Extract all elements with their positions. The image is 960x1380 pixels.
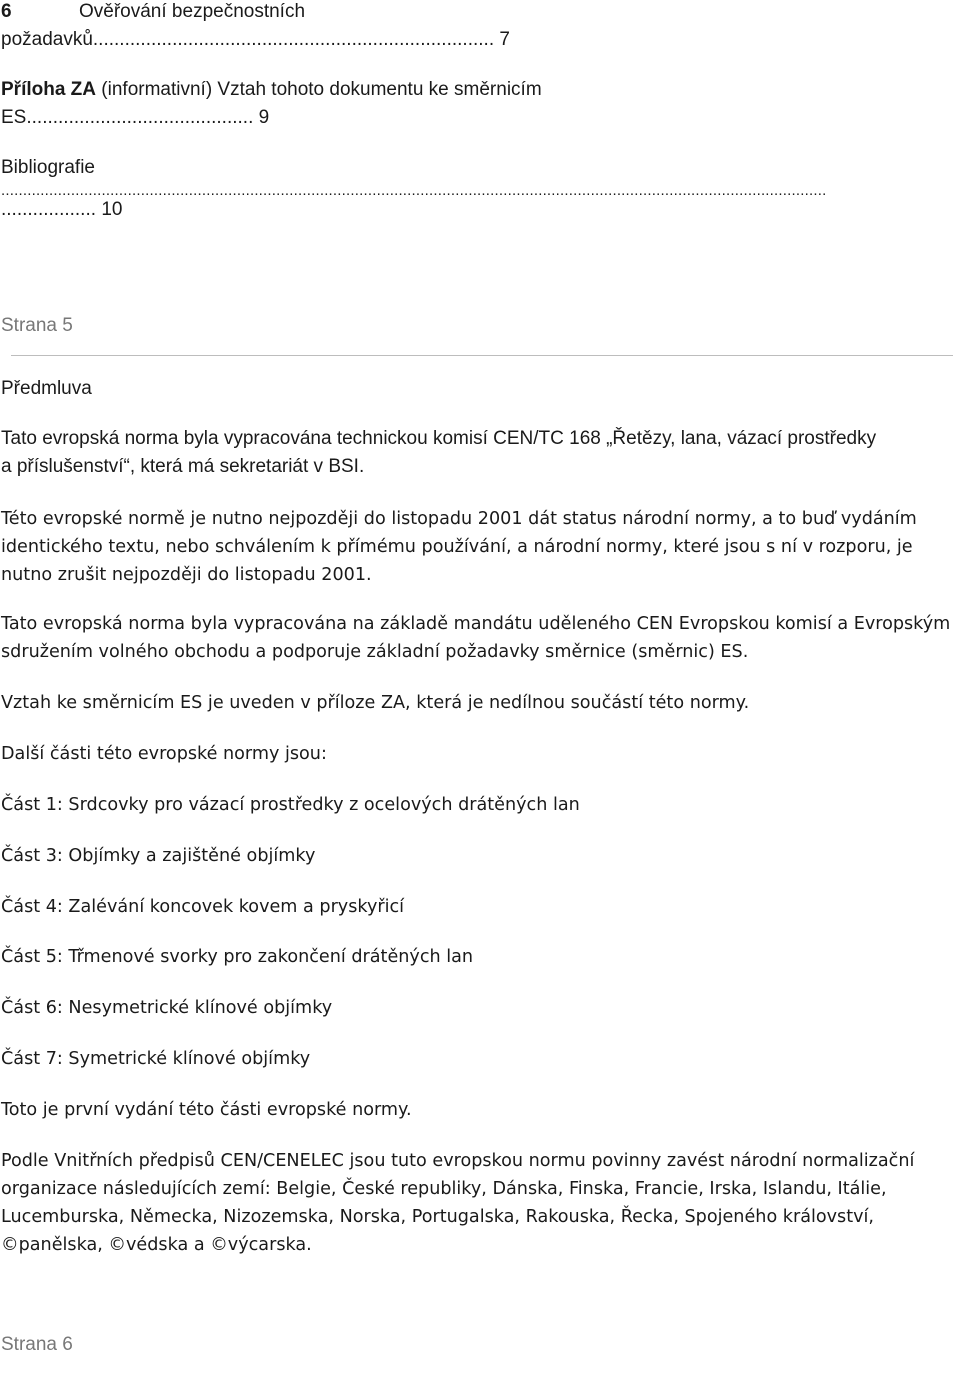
toc-title-continued: požadavků [1, 29, 93, 50]
toc-leader-dots: ........................................... [26, 107, 254, 128]
toc-title: Ověřování bezpečnostních [79, 1, 306, 22]
foreword-paragraph-2: Této evropské normě je nutno nejpozději do listopadu 2001 dát status národní normy, a to buď vydáním identického textu, nebo schválením k přímému používání, a národní normy, které jsou s ní v rozporu, je nutno zrušit nejpozději do listopadu 2001. [1, 509, 917, 585]
foreword-paragraph-5: Další části této evropské normy jsou: [1, 744, 327, 764]
toc-title: Bibliografie [1, 157, 95, 178]
page-label-5: Strana 5 [1, 315, 73, 336]
foreword-paragraph-6: Toto je první vydání této části evropské normy. [1, 1100, 412, 1120]
toc-leader-dots: .................. [1, 199, 97, 220]
foreword-heading: Předmluva [1, 378, 92, 399]
toc-number: 6 [1, 1, 12, 22]
part-item: Část 7: Symetrické klínové objímky [1, 1049, 311, 1069]
foreword-paragraph-3: Tato evropská norma byla vypracována na základě mandátu uděleného CEN Evropskou komisí a Evropským sdružením volného obchodu a podporuje základní požadavky směrnice (směrnic) ES. [1, 614, 951, 662]
toc-entry-bibliography[interactable] [1, 154, 958, 224]
part-item: Část 4: Zalévání koncovek kovem a pryskyřicí [1, 897, 405, 917]
toc-page-number: 10 [101, 199, 123, 220]
toc-leader-dots: ............................................................................ [92, 29, 495, 50]
toc-page-number: 7 [499, 29, 510, 50]
page-divider [11, 355, 953, 356]
toc-annex-title: (informativní) Vztah tohoto dokumentu ke směrnicím [101, 79, 542, 100]
toc-page-number: 9 [258, 107, 270, 128]
foreword-paragraph-1: Tato evropská norma byla vypracována technickou komisí CEN/TC 168 „Řetězy, lana, vázací prostředky a příslušenství“, která má sekretariát v BSI. [1, 428, 877, 477]
toc-annex-label: Příloha ZA [1, 79, 97, 100]
part-item: Část 1: Srdcovky pro vázací prostředky z ocelových drátěných lan [1, 795, 580, 815]
foreword-paragraph-4: Vztah ke směrnicím ES je uveden v příloze ZA, která je nedílnou součástí této normy. [1, 693, 750, 713]
toc-leader-dots: ............................................................................................................................................................................................. [1, 182, 827, 199]
part-item: Část 5: Třmenové svorky pro zakončení drátěných lan [1, 947, 474, 967]
toc-title-continued: ES [1, 107, 27, 128]
part-item: Část 3: Objímky a zajištěné objímky [1, 846, 316, 866]
toc-entry-6[interactable] [1, 0, 958, 54]
foreword-paragraph-7: Podle Vnitřních předpisů CEN/CENELEC jsou tuto evropskou normu povinny zavést národní normalizační organizace následujících zemí: Belgie, České republiky, Dánska, Finska, Francie, Irska, Islandu, Itálie, Lucemburska, Německa, Nizozemska, Norska, Portugalska, Rakouska, Řecka, Spojeného království, ©panělska, ©védska a ©výcarska. [1, 1151, 915, 1255]
page-label-6: Strana 6 [1, 1334, 73, 1355]
part-item: Část 6: Nesymetrické klínové objímky [1, 998, 333, 1018]
toc-entry-annex-za[interactable] [1, 76, 958, 132]
